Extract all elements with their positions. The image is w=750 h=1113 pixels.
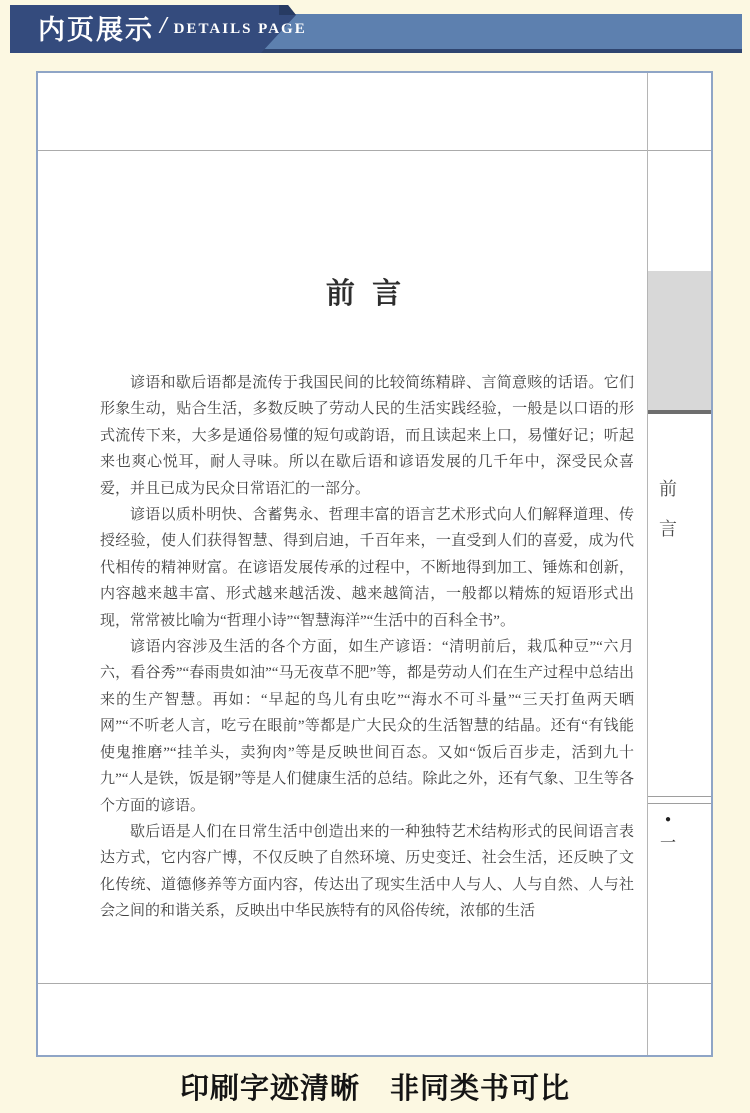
sidebar-rule-upper [648,796,711,797]
banner-title-cn: 内页展示 [38,15,154,45]
preface-paragraph-2: 谚语以质朴明快、含蓄隽永、哲理丰富的语言艺术形式向人们解释道理、传授经验，使人们获得智慧、得到启迪，千百年来，一直受到人们的喜爱，成为代代相传的精神财富。在谚语发展传承的过程中，不断地得到加工、锤炼和创新，内容越来越丰富、形式越来越活泼、越来越简洁，一般都以精炼的短语形式出现，常常被比喻为“哲理小诗”“智慧海洋”“生活中的百科全书”。 [100,507,634,629]
preface-paragraph-4: 歇后语是人们在日常生活中创造出来的一种独特艺术结构形式的民间语言表达方式，它内容广博，不仅反映了自然环境、历史变迁、社会生活，还反映了文化传统、道德修养等方面内容，传达出了现实生活中人与人、人与自然、人与社会之间的和谐关系，反映出中华民族特有的风俗传统，浓郁的生活 [100,823,634,920]
page-number-bullet: ● [664,814,672,825]
sidebar-page-number [648,815,688,852]
sidebar-chapter-tab [648,475,688,541]
preface-paragraph-3: 谚语内容涉及生活的各个方面，如生产谚语：“清明前后，栽瓜种豆”“六月六，看谷秀”“春雨贵如油”“马无夜草不肥”等，都是劳动人们在生产过程中总结出来的生产智慧。再如：“早起的鸟儿有虫吃”“海水不可斗量”“三天打鱼两天晒网”“不听老人言，吃亏在眼前”等都是广大民众的生活智慧的结晶。还有“有钱能使鬼推磨”“挂羊头，卖狗肉”等是反映世间百态。又如“饭后百步走，活到九十九”“人是铁，饭是钢”等是人们健康生活的总结。除此之外，还有气象、卫生等各个方面的谚语。 [100,639,634,814]
banner-slash: / [160,13,167,39]
details-page-banner [0,0,750,58]
preface-paragraph-1: 谚语和歇后语都是流传于我国民间的比较简练精辟、言简意赅的话语。它们形象生动，贴合生活，多数反映了劳动人民的生活实践经验，一般是以口语的形式流传下来，大多是通俗易懂的短句或韵语，而且读起来上口，易懂好记；听起来也爽心悦耳，耐人寻味。所以在歇后语和谚语发展的几千年中，深受民众喜爱，并且已成为民众日常语汇的一部分。 [100,375,634,497]
sidebar-divider-line [647,73,648,1055]
banner-title-en: DETAILS PAGE [173,21,307,37]
preface-body [100,370,634,925]
print-quality-caption: 印刷字迹清晰 非同类书可比 [179,1073,570,1105]
book-page-scan [36,71,713,1057]
preface-title: 前 言 [325,278,407,310]
sidebar-gray-block-edge [648,410,711,414]
tab-char-1: 前 [659,479,677,499]
banner-title [38,0,307,55]
sidebar-gray-block [648,271,711,410]
sidebar-rule-lower [648,803,711,804]
tab-char-2: 言 [659,519,677,539]
page-footer-rule [38,983,711,984]
page-number-numeral: 一 [659,835,676,852]
page-header-rule [38,150,711,151]
